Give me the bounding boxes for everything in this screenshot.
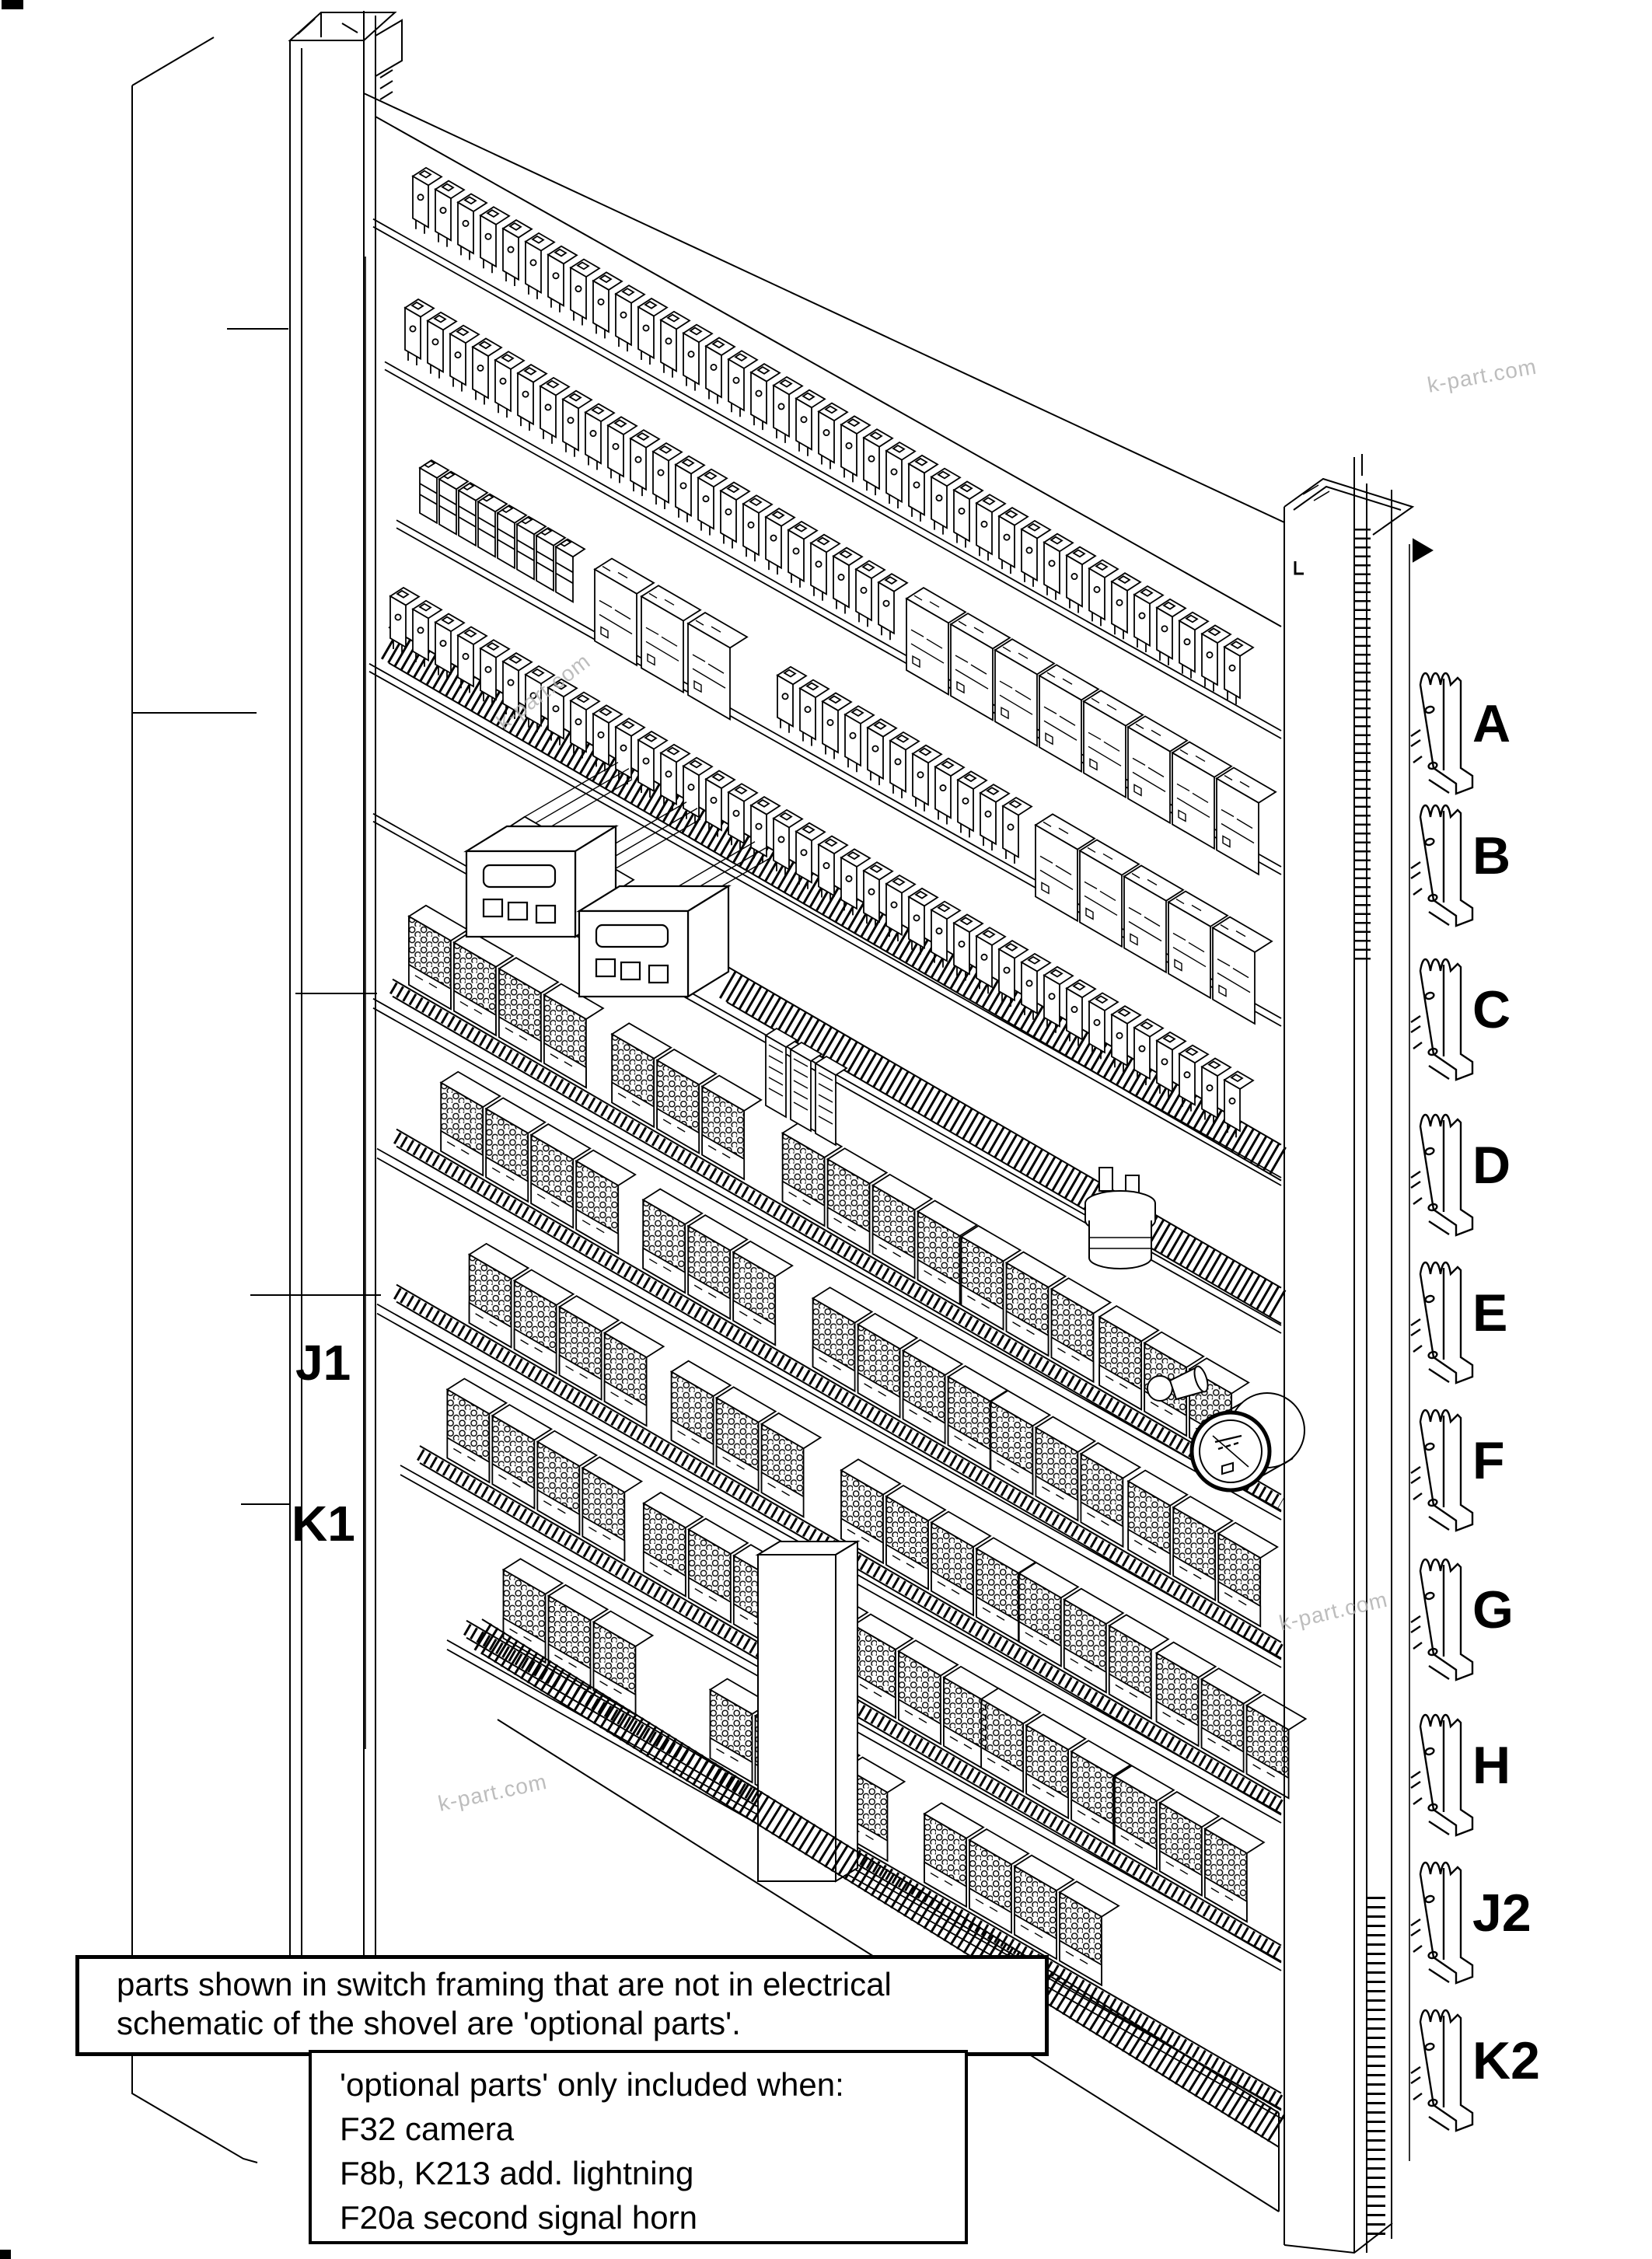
din-bracket — [1411, 1115, 1472, 1235]
watermark-text: k-part.com — [1277, 1587, 1390, 1636]
din-bracket — [1411, 959, 1472, 1080]
left-label-j1: J1 — [295, 1335, 351, 1391]
leader-lines-left — [132, 37, 381, 2163]
power-supply-2 — [579, 886, 728, 997]
cable-duct-cover — [758, 1541, 857, 1881]
rail-label-a: A — [1472, 694, 1511, 753]
note-optional-item: F32 camera — [340, 2111, 515, 2147]
din-bracket — [1411, 1262, 1472, 1383]
component-block — [1224, 638, 1253, 704]
watermark-text: k-part.com — [1425, 354, 1539, 397]
din-bracket — [1411, 1410, 1472, 1531]
din-bracket — [1411, 1863, 1472, 1983]
left-frame-post — [290, 11, 402, 2050]
watermark-text: k-part.com — [435, 1768, 550, 1816]
note-optional-item: F20a second signal horn — [340, 2199, 697, 2236]
din-bracket — [1411, 805, 1472, 926]
component-block — [878, 574, 907, 640]
note-box-primary — [75, 1955, 1049, 2056]
din-bracket — [1411, 1715, 1472, 1835]
rail-label-c: C — [1472, 980, 1511, 1039]
rail-label-k2: K2 — [1472, 2031, 1540, 2090]
corner-mark-bottom — [0, 2250, 11, 2259]
rail-label-g: G — [1472, 1580, 1514, 1639]
rail-label-e: E — [1472, 1283, 1508, 1342]
note-optional-item: F8b, K213 add. lightning — [340, 2155, 694, 2191]
component-row — [373, 168, 1281, 738]
left-label-k1: K1 — [292, 1496, 355, 1552]
din-brackets — [1411, 673, 1472, 2131]
note-optional-title: 'optional parts' only included when: — [340, 2066, 844, 2103]
corner-mark-top — [2, 0, 23, 9]
rail-line — [373, 219, 1281, 731]
watermark-text: k-part.com — [491, 648, 595, 735]
rail-label-b: B — [1472, 826, 1511, 885]
rail-label-j2: J2 — [1472, 1884, 1532, 1943]
component-block — [688, 613, 747, 719]
component-block — [556, 539, 585, 602]
note-box-optional — [309, 2050, 968, 2244]
note-primary-text: parts shown in switch framing that are not in electrical schematic of the shovel are 'optional parts'. — [117, 1966, 892, 2041]
din-bracket — [1411, 1559, 1472, 1680]
din-bracket — [1411, 673, 1472, 794]
rail-letters — [1472, 694, 1540, 2090]
contactor-cylinder — [1085, 1168, 1155, 1269]
component-block — [1003, 798, 1032, 864]
post-mark-l — [1295, 561, 1304, 574]
pointer-arrow — [1413, 539, 1432, 561]
rail-label-h: H — [1472, 1736, 1511, 1795]
rail-label-d: D — [1472, 1136, 1511, 1195]
rail-label-f: F — [1472, 1431, 1505, 1490]
finned-module-3 — [816, 1056, 847, 1145]
din-bracket — [1411, 2010, 1472, 2131]
right-frame-post — [1284, 454, 1432, 2253]
